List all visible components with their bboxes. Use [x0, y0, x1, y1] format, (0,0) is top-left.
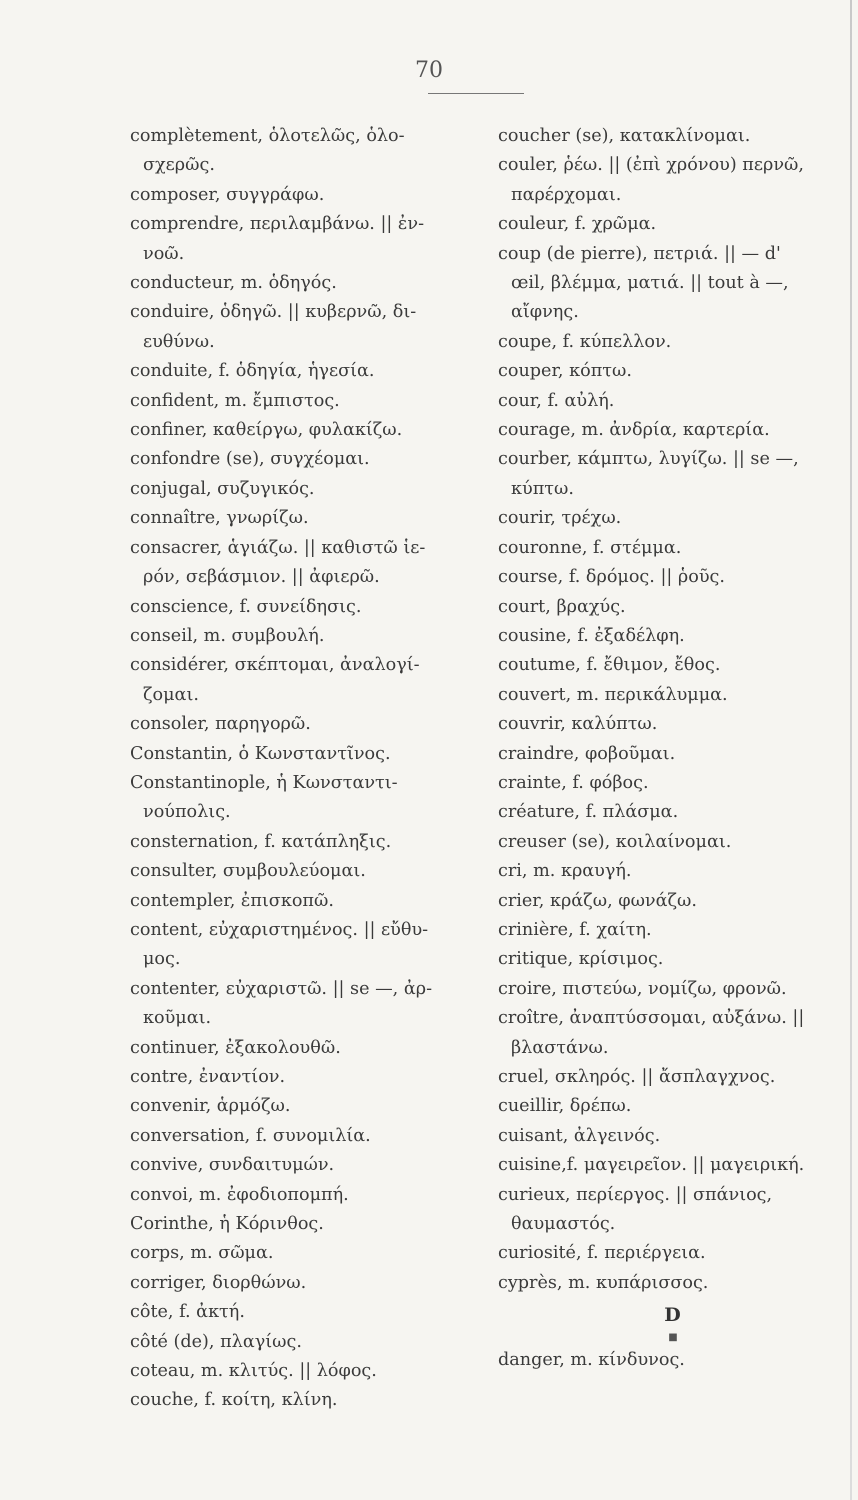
entry-line: contre, ἐναντίον.: [130, 1067, 286, 1087]
entry-line: crinière, f. χαίτη.: [498, 919, 652, 940]
dictionary-entry: [130, 475, 475, 504]
dictionary-entry: [498, 122, 848, 151]
dictionary-entry: [498, 357, 848, 386]
dictionary-entry: [498, 1004, 848, 1063]
entry-continuation: œil, βλέμμα, ματιά. || tout à —,: [511, 273, 789, 294]
dictionary-entry: [498, 1346, 848, 1375]
dictionary-entry: [498, 681, 848, 710]
dictionary-entry: [498, 769, 848, 798]
dictionary-entry: [130, 269, 475, 298]
entry-line: court, βραχύς.: [498, 596, 626, 617]
dictionary-entry: [498, 563, 848, 592]
entry-continuation: ζομαι.: [143, 684, 199, 705]
dictionary-entry: [498, 1269, 848, 1298]
entry-continuation: παρέρχομαι.: [511, 184, 622, 205]
dictionary-entry: [130, 593, 475, 622]
entry-line: crier, κράζω, φωνάζω.: [498, 890, 697, 911]
dictionary-entry: [498, 857, 848, 886]
entry-line: composer, συγγράφω.: [130, 184, 325, 205]
dictionary-entry: [130, 504, 475, 533]
entry-line: côte, f. ἀκτή.: [130, 1302, 245, 1323]
dictionary-entry: [498, 1181, 848, 1240]
letter-heading-d: D: [664, 1304, 682, 1327]
entry-line: conducteur, m. ὁδηγός.: [130, 273, 337, 294]
dictionary-entry: [130, 357, 475, 386]
dictionary-entry: [498, 445, 848, 504]
entry-line: croître, ἀναπτύσσομαι, αὐξάνω. ||: [498, 1008, 805, 1029]
entry-line: conversation, f. συνομιλία.: [130, 1125, 371, 1146]
right-column: [498, 122, 848, 1376]
after-heading-entries: [498, 1346, 848, 1375]
entry-line: coutume, f. ἔθιμον, ἔθος.: [498, 655, 721, 676]
entry-line: coteau, m. κλιτύς. || λόφος.: [130, 1361, 377, 1382]
entry-continuation: αἴφνης.: [511, 302, 579, 323]
dictionary-entry: [130, 181, 475, 210]
entry-continuation: νοῶ.: [143, 243, 185, 264]
entry-continuation: κοῦμαι.: [143, 1008, 212, 1029]
dictionary-entry: [130, 445, 475, 474]
dictionary-entry: [498, 387, 848, 416]
dictionary-entry: [130, 210, 475, 269]
entry-line: courir, τρέχω.: [498, 508, 622, 529]
dictionary-entry: [130, 122, 475, 181]
dictionary-entry: [498, 1092, 848, 1121]
entry-line: couvrir, καλύπτω.: [498, 714, 658, 735]
dictionary-entry: [498, 1122, 848, 1151]
entry-line: cri, m. κραυγή.: [498, 861, 632, 882]
page-number-rule: [428, 93, 524, 94]
dictionary-entry: [130, 1122, 475, 1151]
dictionary-entry: [498, 416, 848, 445]
entry-line: courage, m. ἀνδρία, καρτερία.: [498, 420, 770, 441]
entry-line: consoler, παρηγορῶ.: [130, 714, 311, 735]
dictionary-entry: [130, 887, 475, 916]
entry-line: contempler, ἐπισκοπῶ.: [130, 890, 334, 911]
entry-line: conduite, f. ὁδηγία, ἡγεσία.: [130, 361, 375, 382]
dictionary-entry: [130, 1357, 475, 1386]
entry-line: couvert, m. περικάλυμμα.: [498, 684, 728, 705]
entry-line: corps, m. σῶμα.: [130, 1243, 274, 1264]
dictionary-entry: [130, 1034, 475, 1063]
dictionary-entry: [498, 210, 848, 239]
entry-continuation: βλαστάνω.: [511, 1037, 609, 1058]
dictionary-entry: [130, 916, 475, 975]
dictionary-entry: [498, 504, 848, 533]
dictionary-entry: [498, 1151, 848, 1180]
entry-line: content, εὐχαριστημένος. || εὔθυ-: [130, 919, 429, 940]
entry-continuation: μος.: [143, 949, 181, 970]
entry-line: Constantinople, ἡ Κωνσταντι-: [130, 772, 398, 793]
dictionary-entry: [498, 328, 848, 357]
dictionary-entry: [498, 240, 848, 328]
dictionary-entry: [130, 651, 475, 710]
entry-continuation: νούπολις.: [143, 802, 231, 823]
entry-line: convoi, m. ἐφοδιοπομπή.: [130, 1184, 349, 1205]
entry-line: couleur, f. χρῶμα.: [498, 214, 657, 235]
dictionary-entry: [130, 1181, 475, 1210]
entry-line: coucher (se), κατακλίνομαι.: [498, 126, 751, 146]
dictionary-entry: [130, 1239, 475, 1268]
dictionary-entry: [498, 1063, 848, 1092]
dictionary-entry: [498, 710, 848, 739]
dictionary-entry: [130, 1092, 475, 1121]
dictionary-entry: [130, 857, 475, 886]
entry-line: corriger, διορθώνω.: [130, 1272, 307, 1293]
right-column-entries: [498, 122, 848, 1298]
entry-line: Constantin, ὁ Κωνσταντῖνος.: [130, 743, 391, 764]
entry-line: curieux, περίεργος. || σπάνιος,: [498, 1184, 773, 1205]
entry-line: craindre, φοβοῦμαι.: [498, 743, 676, 764]
entry-line: côté (de), πλαγίως.: [130, 1331, 302, 1352]
page-number: 70: [415, 58, 443, 83]
dictionary-entry: [498, 916, 848, 945]
entry-line: consacrer, ἁγιάζω. || καθιστῶ ἱε-: [130, 537, 426, 558]
dictionary-entry: [130, 1386, 475, 1415]
dictionary-entry: [130, 1210, 475, 1239]
dictionary-entry: [498, 1239, 848, 1268]
dictionary-entry: [498, 887, 848, 916]
entry-line: connaître, γνωρίζω.: [130, 508, 309, 529]
entry-line: coup (de pierre), πετριά. || — d': [498, 243, 781, 264]
entry-line: créature, f. πλάσμα.: [498, 802, 679, 823]
entry-line: confiner, καθείργω, φυλακίζω.: [130, 420, 403, 441]
dictionary-entry: [130, 416, 475, 445]
ornament-dot: ■: [668, 1332, 678, 1344]
dictionary-entry: [130, 1269, 475, 1298]
dictionary-entry: [498, 534, 848, 563]
entry-continuation: θαυμαστός.: [511, 1214, 616, 1235]
entry-line: cruel, σκληρός. || ἄσπλαγχνος.: [498, 1067, 776, 1087]
dictionary-entry: [130, 534, 475, 593]
entry-line: confondre (se), συγχέομαι.: [130, 449, 370, 470]
entry-line: coupe, f. κύπελλον.: [498, 331, 672, 352]
entry-line: Corinthe, ἡ Κόρινθος.: [130, 1214, 324, 1235]
dictionary-entry: [498, 593, 848, 622]
dictionary-entry: [498, 945, 848, 974]
entry-line: critique, κρίσιμος.: [498, 949, 664, 970]
entry-line: danger, m. κίνδυνος.: [498, 1350, 685, 1371]
entry-line: curiosité, f. περιέργεια.: [498, 1243, 706, 1264]
entry-continuation: κύπτω.: [511, 478, 574, 499]
entry-line: course, f. δρόμος. || ῥοῦς.: [498, 567, 726, 588]
entry-line: couler, ῥέω. || (ἐπὶ χρόνου) περνῶ,: [498, 155, 804, 176]
dictionary-entry: [498, 651, 848, 680]
dictionary-entry: [130, 387, 475, 416]
dictionary-entry: [130, 1298, 475, 1327]
left-column: [130, 122, 475, 1416]
page-edge: [850, 0, 852, 1500]
entry-line: comprendre, περιλαμβάνω. || ἐν-: [130, 214, 425, 235]
entry-continuation: ρόν, σεβάσμιον. || ἀφιερῶ.: [143, 567, 380, 588]
dictionary-entry: [130, 710, 475, 739]
dictionary-entry: [130, 1063, 475, 1092]
dictionary-entry: [498, 798, 848, 827]
entry-line: couche, f. κοίτη, κλίνη.: [130, 1390, 338, 1411]
entry-line: couper, κόπτω.: [498, 361, 632, 382]
entry-line: cour, f. αὐλή.: [498, 390, 615, 411]
entry-continuation: σχερῶς.: [143, 155, 215, 176]
dictionary-entry: [130, 1328, 475, 1357]
entry-line: confident, m. ἔμπιστος.: [130, 390, 340, 411]
entry-line: consternation, f. κατάπληξις.: [130, 831, 392, 852]
entry-line: complètement, ὁλοτελῶς, ὁλο-: [130, 126, 405, 146]
entry-line: conscience, f. συνείδησις.: [130, 596, 362, 617]
dictionary-entry: [130, 769, 475, 828]
entry-line: cousine, f. ἐξαδέλφη.: [498, 625, 685, 646]
entry-continuation: ευθύνω.: [143, 331, 215, 352]
dictionary-entry: [498, 828, 848, 857]
dictionary-entry: [498, 975, 848, 1004]
dictionary-entry: [130, 1151, 475, 1180]
dictionary-entry: [130, 740, 475, 769]
entry-line: continuer, ἐξακολουθῶ.: [130, 1037, 341, 1058]
entry-line: conseil, m. συμβουλή.: [130, 625, 325, 646]
dictionary-entry: [130, 828, 475, 857]
entry-line: croire, πιστεύω, νομίζω, φρονῶ.: [498, 978, 787, 999]
dictionary-entry: [130, 622, 475, 651]
entry-line: creuser (se), κοιλαίνομαι.: [498, 831, 732, 852]
entry-line: convenir, ἁρμόζω.: [130, 1096, 291, 1117]
entry-line: cuisant, ἀλγεινός.: [498, 1125, 661, 1146]
entry-line: cyprès, m. κυπάρισσος.: [498, 1272, 709, 1293]
entry-line: convive, συνδαιτυμών.: [130, 1155, 335, 1176]
dictionary-entry: [130, 298, 475, 357]
entry-line: considérer, σκέπτομαι, ἀναλογί-: [130, 655, 420, 676]
entry-line: couronne, f. στέμμα.: [498, 537, 682, 558]
entry-line: consulter, συμβουλεύομαι.: [130, 861, 366, 882]
entry-line: courber, κάμπτω, λυγίζω. || se —,: [498, 449, 799, 470]
entry-line: conduire, ὁδηγῶ. || κυβερνῶ, δι-: [130, 302, 417, 323]
entry-line: cuisine,f. μαγειρεῖον. || μαγειρική.: [498, 1155, 805, 1176]
dictionary-entry: [498, 740, 848, 769]
entry-line: crainte, f. φόβος.: [498, 772, 649, 793]
entry-line: conjugal, συζυγικός.: [130, 478, 315, 499]
dictionary-entry: [130, 975, 475, 1034]
entry-line: cueillir, δρέπω.: [498, 1096, 632, 1117]
dictionary-entry: [498, 622, 848, 651]
entry-line: contenter, εὐχαριστῶ. || se —, ἀρ-: [130, 978, 433, 999]
dictionary-entry: [498, 151, 848, 210]
